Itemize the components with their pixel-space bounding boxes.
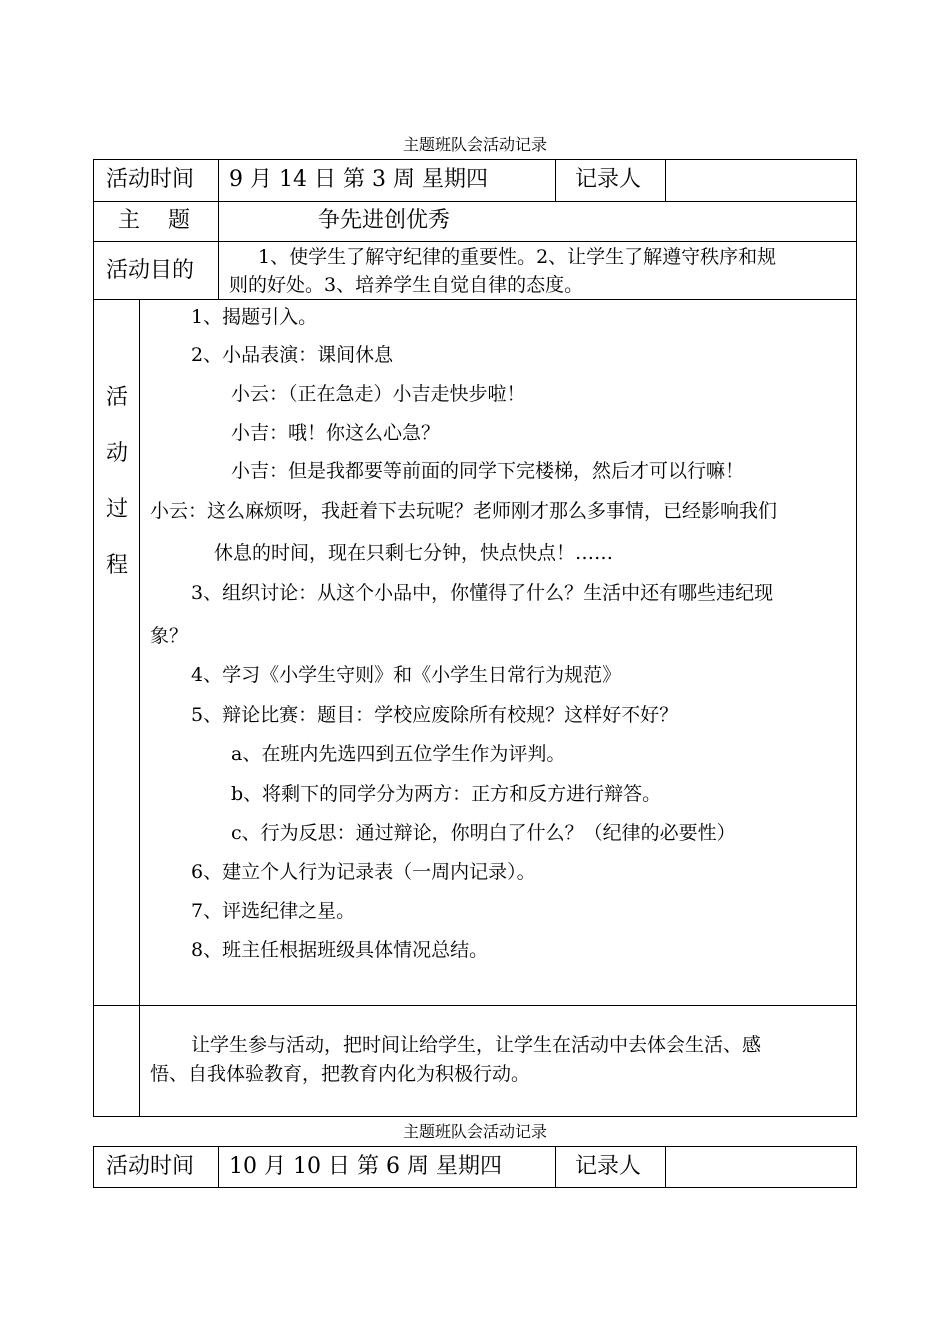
process-line: 小吉：哦！你这么心急？: [231, 422, 441, 444]
purpose-line: 则的好处。3、培养学生自觉自律的态度。: [229, 274, 584, 296]
recorder-label: 记录人: [575, 167, 642, 192]
process-line: 8、班主任根据班级具体情况总结。: [191, 939, 489, 961]
process-line: a、在班内先选四到五位学生作为评判。: [231, 743, 566, 765]
time-label: 活动时间: [106, 1154, 195, 1179]
reflection-line: 让学生参与活动，把时间让给学生，让学生在活动中去体会生活、感: [191, 1034, 762, 1056]
process-line: 小吉：但是我都要等前面的同学下完楼梯，然后才可以行嘛！: [231, 460, 745, 482]
process-line: 3、组织讨论：从这个小品中，你懂得了什么？生活中还有哪些违纪现: [191, 582, 774, 604]
process-line: 7、评选纪律之星。: [191, 900, 356, 922]
column-divider: [555, 159, 556, 201]
purpose-line: 1、使学生了解守纪律的重要性。2、让学生了解遵守秩序和规: [258, 246, 777, 268]
column-divider: [218, 159, 219, 299]
column-divider: [218, 1146, 219, 1188]
process-line: 4、学习《小学生守则》和《小学生日常行为规范》: [191, 664, 622, 686]
process-label-char: 程: [105, 553, 128, 578]
theme-value: 争先进创优秀: [318, 208, 451, 233]
process-line: 象？: [150, 625, 189, 647]
record-title: 主题班队会活动记录: [402, 1122, 547, 1141]
row-divider: [93, 201, 857, 202]
process-line: 6、建立个人行为记录表（一周内记录）。: [191, 861, 536, 883]
time-value: 10 月 10 日 第 6 周 星期四: [229, 1154, 502, 1179]
purpose-label: 活动目的: [106, 258, 195, 283]
row-divider: [93, 299, 857, 300]
column-divider: [139, 299, 140, 1117]
process-line: 2、小品表演：课间休息: [191, 344, 394, 366]
process-line: 休息的时间，现在只剩七分钟，快点快点！……: [214, 542, 614, 564]
process-line: 5、辩论比赛：题目：学校应废除所有校规？这样好不好？: [191, 704, 679, 726]
column-divider: [665, 1146, 666, 1188]
process-label: [102, 370, 132, 594]
theme-label: 主 题: [118, 208, 190, 233]
column-divider: [555, 1146, 556, 1188]
row-divider: [93, 241, 857, 242]
process-line: 小云：（正在急走）小吉走快步啦！: [231, 383, 526, 405]
process-line: c、行为反思：通过辩论，你明白了什么？（纪律的必要性）: [231, 822, 736, 844]
record-title: 主题班队会活动记录: [402, 135, 547, 154]
column-divider: [665, 159, 666, 201]
row-divider: [93, 1005, 857, 1006]
process-line: 小云：这么麻烦呀，我赶着下去玩呢？老师刚才那么多事情，已经影响我们: [150, 500, 778, 522]
time-label: 活动时间: [106, 167, 195, 192]
process-line: b、将剩下的同学分为两方：正方和反方进行辩答。: [231, 783, 662, 805]
record-table: [93, 159, 857, 1117]
process-label-char: 过: [105, 497, 128, 522]
process-line: 1、揭题引入。: [191, 306, 318, 328]
recorder-label: 记录人: [575, 1154, 642, 1179]
reflection-line: 悟、自我体验教育，把教育内化为积极行动。: [150, 1063, 531, 1085]
process-label-char: 动: [105, 441, 128, 466]
process-label-char: 活: [105, 385, 128, 410]
time-value: 9 月 14 日 第 3 周 星期四: [229, 167, 488, 192]
